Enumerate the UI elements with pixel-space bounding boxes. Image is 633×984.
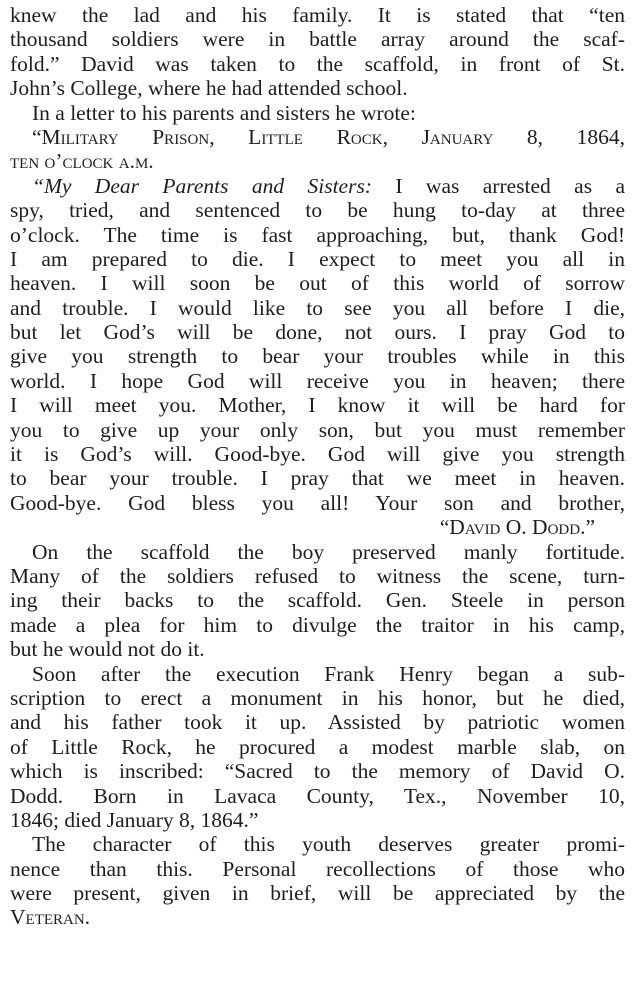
paragraph-execution-context <box>10 3 625 101</box>
paragraph-closing <box>10 832 625 930</box>
text-line: I am prepared to die. I expect to meet you all in <box>10 246 625 271</box>
text-line: but let God’s will be done, not ours. I pray God to <box>10 320 625 345</box>
text-line: world. I hope God will receive you in heaven; there <box>10 368 625 393</box>
letter-signature: “David O. Dodd.” <box>439 515 595 540</box>
text-line: fold.” David was taken to the scaffold, in front of St. <box>10 51 625 76</box>
text-line: of Little Rock, he procured a modest marble slab, on <box>10 734 625 759</box>
text-line: you to give up your only son, but you must remember <box>10 417 625 442</box>
text-line: Many of the soldiers refused to witness the scene, turn- <box>10 563 625 588</box>
text-line: 1846; died January 8, 1864.” <box>10 807 259 832</box>
letter-heading-line: “Military Prison, Little Rock, January 8, 1864, <box>32 124 625 149</box>
text-line: The character of this youth deserves greater promi- <box>32 832 625 857</box>
text-line: o’clock. The time is fast approaching, but, thank God! <box>10 222 625 247</box>
text-line: give you strength to bear your troubles while in this <box>10 344 625 369</box>
text-line: spy, tried, and sentenced to be hung to-day at three <box>10 198 625 223</box>
letter-heading <box>10 125 625 174</box>
paragraph-monument <box>10 662 625 833</box>
letter-heading-time: ten o’clock a.m. <box>10 149 154 174</box>
text-line: John’s College, where he had attended school. <box>10 76 408 101</box>
text-line: In a letter to his parents and sisters he wrote: <box>32 100 416 125</box>
text-line: were present, given in brief, will be appreciated by the <box>10 881 625 906</box>
text-line: Dodd. Born in Lavaca County, Tex., November 10, <box>10 783 625 808</box>
letter-body <box>10 174 625 540</box>
text-line: nence than this. Personal recollections of those who <box>10 856 625 881</box>
text-line: scription to erect a monument in his honor, but he died, <box>10 685 625 710</box>
text-line: heaven. I will soon be out of this world of sorrow <box>10 271 625 296</box>
text-line: it is God’s will. Good-bye. God will give you strength <box>10 442 625 467</box>
text-line: I will meet you. Mother, I know it will be hard for <box>10 393 625 418</box>
letter-salutation-line <box>10 174 625 198</box>
paragraph-scaffold <box>10 540 625 662</box>
text-line: which is inscribed: “Sacred to the memory of David O. <box>10 759 625 784</box>
text-line: made a plea for him to divulge the traitor in his camp, <box>10 612 625 637</box>
closing-final-word: Veteran. <box>10 905 91 930</box>
text-line: thousand soldiers were in battle array around the scaf- <box>10 27 625 52</box>
letter-salutation: “My Dear Parents and Sisters: <box>32 173 372 198</box>
text-line: Soon after the execution Frank Henry began a sub- <box>32 661 625 686</box>
text-line: to bear your trouble. I pray that we meet in heaven. <box>10 466 625 491</box>
text-line: On the scaffold the boy preserved manly fortitude. <box>32 539 625 564</box>
text-line: but he would not do it. <box>10 637 205 662</box>
letter-first-line-rest: I was arrested as a <box>371 173 625 198</box>
text-line: and his father took it up. Assisted by patriotic women <box>10 710 625 735</box>
text-line: and trouble. I would like to see you all before I die, <box>10 295 625 320</box>
text-line: ing their backs to the scaffold. Gen. Steele in person <box>10 588 625 613</box>
text-line: Good-bye. God bless you all! Your son and brother, <box>10 490 625 515</box>
paragraph-letter-intro <box>10 101 625 125</box>
text-line: knew the lad and his family. It is stated that “ten <box>10 3 625 27</box>
